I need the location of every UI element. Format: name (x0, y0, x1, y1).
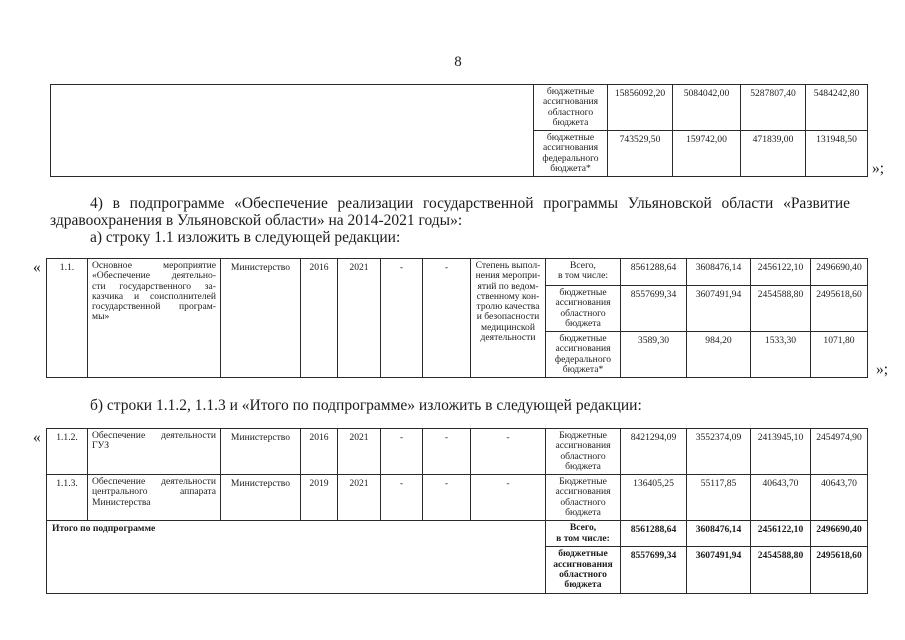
description-line: казчика и соисполнителей (92, 290, 216, 302)
indicator-line: деятельности (480, 332, 536, 344)
opening-quote-mark: « (33, 259, 41, 276)
table-row (51, 85, 868, 131)
amount-cell: 15856092,20 (608, 85, 673, 131)
indicator-line: ственному кон- (476, 290, 540, 302)
amount-cell: 131948,50 (806, 131, 868, 177)
paragraph-line: 4) в подпрограмме «Обеспечение реализации государственной программы Ульяновской области «Развитие (90, 195, 850, 212)
amount-cell: 743529,50 (608, 131, 673, 177)
activity-description (88, 429, 221, 475)
indicator-line: нения меропри- (475, 270, 541, 282)
end-year: 2021 (338, 429, 381, 475)
amendment-paragraph (50, 195, 850, 246)
row-number: 1.1. (47, 259, 88, 378)
end-year: 2021 (338, 475, 381, 521)
indicator-line: и безопасности (476, 311, 540, 323)
funding-source-label: Всего, в том числе: (546, 521, 621, 547)
indicator-line: Степень выпол- (475, 260, 541, 271)
activity-description (88, 259, 221, 378)
table-row (47, 475, 868, 521)
amount-cell: 2454588,80 (751, 547, 811, 594)
responsible-executor: Министерство (221, 475, 301, 521)
description-line: мы» (92, 311, 110, 323)
subprogram-total-label: Итого по подпрограмме (47, 521, 546, 594)
amount-cell: 2413945,10 (751, 429, 811, 475)
indicator-line: медицинской (481, 321, 535, 333)
funding-source-label: бюджетные ассигнования федерального бюджета* (534, 131, 608, 177)
amount-cell: 5484242,80 (806, 85, 868, 131)
amount-cell: 1533,30 (751, 332, 811, 378)
amount-cell: 136405,25 (621, 475, 687, 521)
dash-cell: - (471, 429, 546, 475)
dash-cell: - (423, 429, 471, 475)
amount-cell: 8557699,34 (621, 547, 687, 594)
description-line: центрального аппарата (92, 486, 216, 498)
amount-cell: 40643,70 (751, 475, 811, 521)
dash-cell: - (381, 475, 423, 521)
amount-cell: 8557699,34 (621, 286, 687, 332)
amount-cell: 2495618,60 (811, 547, 868, 594)
amount-cell: 55117,85 (687, 475, 751, 521)
blank-merged-cell (51, 85, 534, 177)
amount-cell: 3608476,14 (687, 521, 751, 547)
dash-cell: - (381, 429, 423, 475)
description-line: «Обеспечение деятельно- (92, 270, 216, 282)
amount-cell: 2454588,80 (751, 286, 811, 332)
amount-cell: 2456122,10 (751, 259, 811, 286)
continued-funding-table (50, 84, 868, 177)
funding-source-label: бюджетные ассигнования областного бюджета (546, 286, 621, 332)
dash-cell: - (381, 259, 423, 378)
amount-cell: 3608476,14 (687, 259, 751, 286)
amount-cell: 2495618,60 (811, 286, 868, 332)
start-year: 2016 (301, 429, 338, 475)
closing-quote-mark: »; (872, 160, 885, 177)
end-year: 2021 (338, 259, 381, 378)
responsible-executor: Министерство (221, 259, 301, 378)
activity-description (88, 475, 221, 521)
rows-1-1-2-1-1-3-table (46, 428, 868, 594)
start-year: 2019 (301, 475, 338, 521)
amount-cell: 8561288,64 (621, 259, 687, 286)
amount-cell: 3607491,94 (687, 547, 751, 594)
funding-source-label: Всего, в том числе: (546, 259, 621, 286)
amendment-item-a: а) строку 1.1 изложить в следующей редакции: (90, 229, 401, 246)
description-line: Обеспечение деятельности (92, 430, 216, 441)
funding-source-label: бюджетные ассигнования областного бюджета (534, 85, 608, 131)
page-number: 8 (454, 54, 462, 70)
amount-cell: 3589,30 (621, 332, 687, 378)
table-row (47, 429, 868, 475)
amount-cell: 2496690,40 (811, 259, 868, 286)
amount-cell: 8421294,09 (621, 429, 687, 475)
description-line: Обеспечение деятельности (92, 476, 216, 488)
row-number: 1.1.3. (47, 475, 88, 521)
amount-cell: 2496690,40 (811, 521, 868, 547)
amendment-item-b: б) строки 1.1.2, 1.1.3 и «Итого по подпрограмме» изложить в следующей редакции: (90, 397, 642, 414)
paragraph-line: здравоохранения в Ульяновской области» на 2014-2021 годы»: (50, 212, 463, 229)
dash-cell: - (423, 475, 471, 521)
responsible-executor: Министерство (221, 429, 301, 475)
description-line: государственной програм- (92, 301, 216, 313)
opening-quote-mark: « (33, 429, 41, 446)
row-number: 1.1.2. (47, 429, 88, 475)
description-line: ГУЗ (92, 440, 110, 452)
closing-quote-mark: »; (876, 361, 889, 378)
amount-cell: 2454974,90 (811, 429, 868, 475)
amount-cell: 5084042,00 (673, 85, 741, 131)
dash-cell: - (471, 475, 546, 521)
amount-cell: 984,20 (687, 332, 751, 378)
amount-cell: 471839,00 (741, 131, 806, 177)
amount-cell: 3607491,94 (687, 286, 751, 332)
funding-source-label: бюджетные ассигнования федерального бюджета* (546, 332, 621, 378)
funding-source-label: Бюджетные ассигнования областного бюджета (546, 475, 621, 521)
description-line: Основное мероприятие (92, 260, 216, 271)
description-line: сти государственного за- (92, 280, 216, 292)
dash-cell: - (423, 259, 471, 378)
indicator-line: тролю качества (476, 301, 540, 313)
start-year: 2016 (301, 259, 338, 378)
amount-cell: 2456122,10 (751, 521, 811, 547)
amount-cell: 5287807,40 (741, 85, 806, 131)
amount-cell: 40643,70 (811, 475, 868, 521)
amount-cell: 3552374,09 (687, 429, 751, 475)
funding-source-label: Бюджетные ассигнования областного бюджета (546, 429, 621, 475)
table-row (47, 521, 868, 547)
table-row (47, 259, 868, 286)
amount-cell: 159742,00 (673, 131, 741, 177)
amount-cell: 8561288,64 (621, 521, 687, 547)
row-1-1-table (46, 258, 868, 378)
indicator-description (471, 259, 546, 378)
amount-cell: 1071,80 (811, 332, 868, 378)
indicator-line: ятий по ведом- (477, 280, 539, 292)
funding-source-label: бюджетные ассигнования областного бюджета (546, 547, 621, 594)
description-line: Министерства (92, 496, 151, 508)
